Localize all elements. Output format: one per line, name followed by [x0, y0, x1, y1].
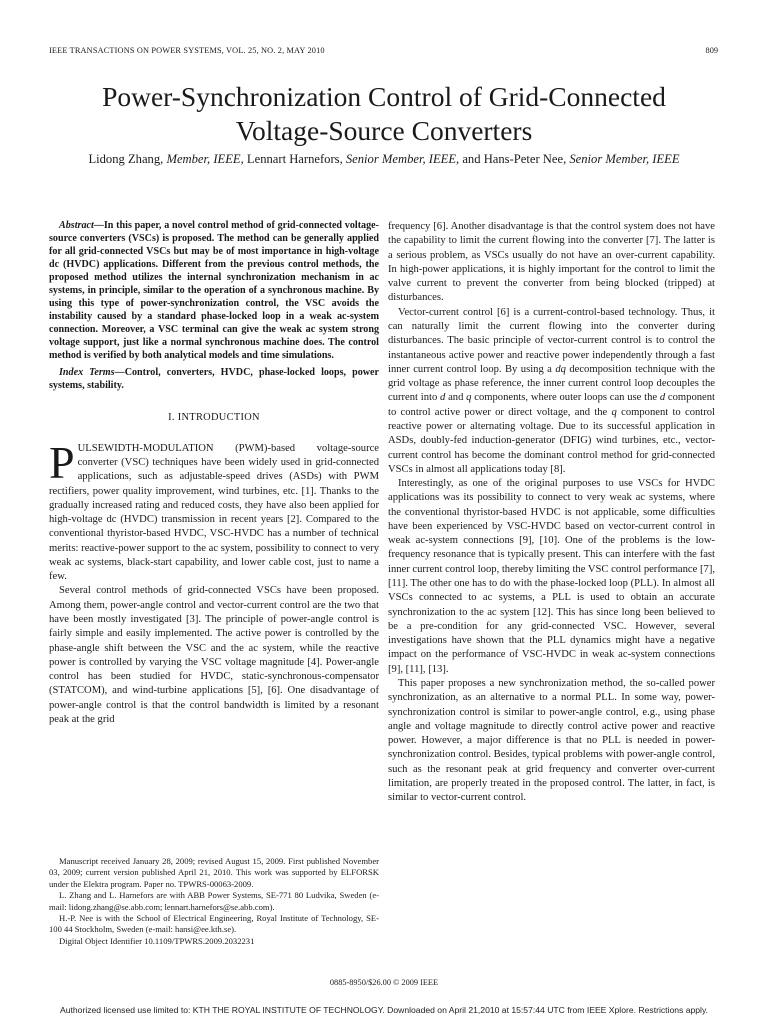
text-run: Vector-current control [6] is a current-control-based technology. Thus, it can naturally limit the current flowing into the converter during disturbances. The basic principle of vector-current control is to control the instantaneous active power and reactive power independently through a fast inner current control loop. By using a [388, 306, 715, 375]
math-d: d [440, 392, 446, 404]
drop-cap: P [49, 436, 75, 488]
authorized-use-notice: Authorized licensed use limited to: KTH THE ROYAL INSTITUTE OF TECHNOLOGY. Downloaded on April 21,2010 at 15:57:44 UTC from IEEE Xplore. Restrictions apply. [60, 1005, 708, 1015]
intro-paragraph-1-text: (PWM)-based voltage-source converter (VSC) techniques have been widely used in grid-connected applications, such as adjustable-speed drives (ASDs) with PWM rectifiers, power quality improvement, wind turbines, etc. [1]. Thanks to the gradually increased rating and reduced costs, they have also been applied for high-voltage dc (HVDC) transmission in recent years [2]. Compared to the conventional thyristor-based HVDC, VSC-HVDC has a number of technical merits: reactive-power support to the ac system, possibility to connect to very weak ac systems, black-start capability, and lower cable cost, just to name a few. [49, 442, 379, 583]
author-1-role: Member, IEEE, [166, 152, 244, 166]
math-q: q [466, 392, 472, 404]
intro-paragraph-1 [49, 436, 379, 585]
section-title-rest: NTRODUCTION [181, 412, 260, 424]
journal-header: IEEE TRANSACTIONS ON POWER SYSTEMS, VOL. 25, NO. 2, MAY 2010 [49, 46, 325, 55]
right-column [388, 220, 715, 806]
index-terms-text: Control, converters, HVDC, phase-locked loops, power systems, stability. [49, 367, 379, 392]
author-list [20, 152, 748, 167]
math-dq: dq [555, 363, 566, 375]
footnote-affiliation-1: L. Zhang and L. Harnefors are with ABB Power Systems, SE-771 80 Ludvika, Sweden (e-mail: lidong.zhang@se.abb.com; lennart.harnefors@se.abb.com). [49, 890, 379, 912]
text-run: component to control reactive power or alternating voltage. Due to its successful application in ASDs, doubly-fed induction-generator (DFIG) wind turbines, etc., vector-current control has become the dominant control method for grid-connected VSCs in almost all applications today [8]. [388, 406, 716, 475]
title-line-2: Voltage-Source Converters [235, 115, 533, 146]
footnote-affiliation-2: H.-P. Nee is with the School of Electrical Engineering, Royal Institute of Technology, SE-100 44 Stockholm, Sweden (e-mail: hansi@ee.kth.se). [49, 913, 379, 935]
left-column [49, 220, 379, 727]
math-q: q [611, 406, 617, 418]
right-paragraph-1: frequency [6]. Another disadvantage is that the control system does not have the capability to limit the current flowing into the converter [7]. The latter is a serious problem, as VSCs usually do not have an over-current capability. In high-power applications, it is highly important for the control to limit the valve current to prevent the converter from being blocked (tripped) at disturbances. [388, 221, 715, 304]
index-terms [49, 367, 379, 393]
footnotes [49, 856, 379, 947]
section-number: I. [168, 412, 175, 424]
title-line-1: Power-Synchronization Control of Grid-Connected [102, 81, 666, 112]
footnote-manuscript: Manuscript received January 28, 2009; revised August 15, 2009. First published November 03, 2009; current version published April 21, 2010. This work was supported by ELFORSK under the Elektra program. Paper no. TPWRS-00063-2009. [49, 856, 379, 889]
intro-paragraph-2: Several control methods of grid-connected VSCs have been proposed. Among them, power-angle control and vector-current control are the two that have been mostly investigated [3]. The principle of power-angle control is fairly simple and easily implemented. The active power is controlled by the phase-angle shift between the VSC and the ac system, while the reactive power is controlled by varying the VSC voltage magnitude [4]. Power-angle control has been studied for HVDC, static-synchronous-compensator (STATCOM), and wind-turbine applications [5], [6]. One disadvantage of power-angle control is that the control bandwidth is limited by a resonant peak at the grid [49, 585, 379, 726]
text-run: decomposition technique with the grid voltage as phase reference, the inner current control loop decouples the current into [388, 363, 715, 404]
intro-lead-word: ULSEWIDTH-MODULATION [77, 442, 214, 454]
abstract [49, 220, 379, 362]
section-title-initial: I [177, 412, 182, 424]
text-run: and [445, 392, 467, 404]
abstract-text: In this paper, a novel control method of grid-connected voltage-source converters (VSCs) is proposed. The method can be generally applied for all grid-connected VSCs but may be of most importance in high-voltage dc (HVDC) applications. Different from the previous control methods, the proposed method utilizes the internal synchronization mechanism in ac systems, in principle, similar to the operation of a synchronous machine. By using this type of power-synchronization control, the VSC avoids the instability caused by a standard phase-locked loop in a weak ac-system connection. Moreover, a VSC terminal can give the weak ac system strong voltage support, just like a normal synchronous machine does. The control method is verified by both analytical models and time simulations. [49, 220, 379, 361]
author-conjunction: and [462, 152, 481, 166]
right-paragraph-3: Interestingly, as one of the original purposes to use VSCs for HVDC applications was its possibility to connect to very weak ac systems, where the conventional thyristor-based HVDC is not applicable, some difficulties have been experienced by VSC-HVDC based on vector-current control in weak ac-system connections [9], [10]. One of the problems is the low-frequency resonance that is typically present. This can interfere with the fast inner current control loop, thereby limiting the VSC control performance [7], [11]. The other one has to do with the phase-locked loop (PLL). In almost all VSCs connected to ac systems, a PLL is used to obtain an accurate synchronization to the ac system [12]. This has since long been believed to be a pre-condition for any grid-connected VSC. However, several investigations have shown that the PLL dynamics might have a negative impact on the performance of VSC-HVDC in weak ac-system connections [9], [11], [13]. [388, 478, 715, 675]
math-d: d [659, 392, 666, 404]
author-3-name: Hans-Peter Nee, [483, 152, 567, 166]
issn-copyright: 0885-8950/$26.00 © 2009 IEEE [329, 978, 439, 987]
abstract-label: Abstract— [59, 220, 104, 231]
author-2-name: Lennart Harnefors, [246, 152, 343, 166]
footnote-doi: Digital Object Identifier 10.1109/TPWRS.2009.2032231 [59, 935, 255, 946]
author-2-role: Senior Member, IEEE, [345, 152, 460, 166]
index-terms-label: Index Terms— [59, 367, 125, 379]
right-paragraph-2 [388, 306, 715, 477]
text-run: component to control active power or direct voltage, and the [388, 392, 715, 418]
author-1-name: Lidong Zhang, [88, 152, 164, 166]
text-run: components, where outer loops can use the [471, 392, 660, 404]
author-3-role: Senior Member, IEEE [569, 152, 680, 166]
right-paragraph-4: This paper proposes a new synchronization method, the so-called power synchronization, as an alternative to a normal PLL. In some way, power-synchronization control is similar to power-angle control, e.g., using phase angle and voltage magnitude to directly control active power and reactive power. However, a major difference is that no PLL is needed in power-synchronization control. Besides, typical problems with power-angle control, such as the resonant peak at grid frequency and converter over-current limitation, are properly treated in the proposed control. The latter, in fact, is similar to vector-current control. [388, 678, 715, 804]
section-heading-introduction [49, 411, 379, 425]
page-number: 809 [705, 46, 718, 55]
paper-title [40, 80, 728, 148]
